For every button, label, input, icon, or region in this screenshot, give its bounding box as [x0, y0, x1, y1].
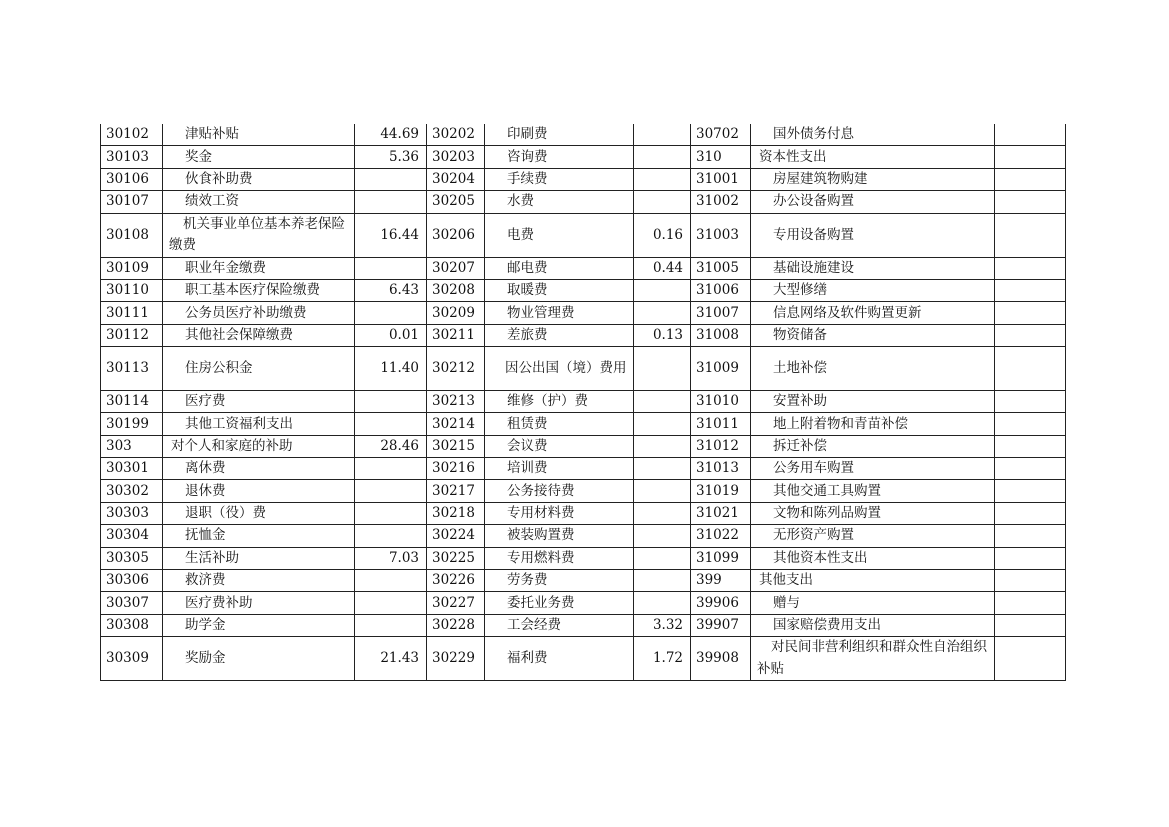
table-row: [101, 614, 1066, 636]
amount-cell: [995, 347, 1066, 391]
amount-cell: [995, 390, 1066, 412]
table-row: [101, 257, 1066, 279]
account-name-cell: 福利费: [485, 637, 634, 681]
account-code-cell: 30102: [101, 124, 163, 146]
table-row: [101, 324, 1066, 346]
table-row: [101, 592, 1066, 614]
account-code-cell: 30214: [427, 413, 485, 435]
amount-cell: [995, 592, 1066, 614]
account-code-cell: 30306: [101, 570, 163, 592]
account-code-cell: 30307: [101, 592, 163, 614]
account-name-cell: 对民间非营利组织和群众性自治组织补贴: [751, 637, 995, 681]
account-code-cell: 31022: [691, 525, 751, 547]
account-name-cell: 公务用车购置: [751, 458, 995, 480]
amount-cell: [634, 592, 691, 614]
amount-cell: 1.72: [634, 637, 691, 681]
account-name-cell: 工会经费: [485, 614, 634, 636]
table-row: [101, 547, 1066, 569]
amount-cell: [995, 279, 1066, 301]
account-name-cell: 其他交通工具购置: [751, 480, 995, 502]
amount-cell: [634, 570, 691, 592]
account-code-cell: 30229: [427, 637, 485, 681]
account-code-cell: 30227: [427, 592, 485, 614]
amount-cell: 28.46: [355, 435, 427, 457]
account-name-cell: 办公设备购置: [751, 191, 995, 213]
amount-cell: [995, 570, 1066, 592]
amount-cell: [634, 435, 691, 457]
account-name-cell: 租赁费: [485, 413, 634, 435]
account-name-cell: 安置补助: [751, 390, 995, 412]
amount-cell: [634, 168, 691, 190]
account-code-cell: 30216: [427, 458, 485, 480]
amount-cell: [634, 390, 691, 412]
account-code-cell: 31011: [691, 413, 751, 435]
account-code-cell: 31008: [691, 324, 751, 346]
account-name-cell: 文物和陈列品购置: [751, 502, 995, 524]
account-code-cell: 30215: [427, 435, 485, 457]
account-code-cell: 30218: [427, 502, 485, 524]
account-name-cell: 其他社会保障缴费: [163, 324, 355, 346]
amount-cell: [634, 279, 691, 301]
account-name-cell: 维修（护）费: [485, 390, 634, 412]
account-name-cell: 其他支出: [751, 570, 995, 592]
account-name-cell: 国外债务付息: [751, 124, 995, 146]
account-code-cell: 30110: [101, 279, 163, 301]
table-row: [101, 637, 1066, 681]
amount-cell: 7.03: [355, 547, 427, 569]
account-code-cell: 30202: [427, 124, 485, 146]
account-name-cell: 会议费: [485, 435, 634, 457]
amount-cell: 21.43: [355, 637, 427, 681]
amount-cell: [634, 413, 691, 435]
table-row: [101, 191, 1066, 213]
table-row: [101, 302, 1066, 324]
account-code-cell: 31012: [691, 435, 751, 457]
account-name-cell: 拆迁补偿: [751, 435, 995, 457]
account-name-cell: 生活补助: [163, 547, 355, 569]
account-name-cell: 职业年金缴费: [163, 257, 355, 279]
account-code-cell: 30305: [101, 547, 163, 569]
account-code-cell: 31001: [691, 168, 751, 190]
account-code-cell: 30113: [101, 347, 163, 391]
account-name-cell: 专用燃料费: [485, 547, 634, 569]
account-code-cell: 303: [101, 435, 163, 457]
account-name-cell: 助学金: [163, 614, 355, 636]
table-row: [101, 458, 1066, 480]
account-code-cell: 30103: [101, 146, 163, 168]
amount-cell: 16.44: [355, 213, 427, 257]
account-name-cell: 津贴补贴: [163, 124, 355, 146]
amount-cell: [995, 637, 1066, 681]
account-code-cell: 31019: [691, 480, 751, 502]
account-name-cell: 机关事业单位基本养老保险缴费: [163, 213, 355, 257]
account-code-cell: 30206: [427, 213, 485, 257]
account-code-cell: 30109: [101, 257, 163, 279]
amount-cell: [355, 614, 427, 636]
amount-cell: [634, 502, 691, 524]
account-code-cell: 30112: [101, 324, 163, 346]
account-name-cell: 国家赔偿费用支出: [751, 614, 995, 636]
account-code-cell: 30224: [427, 525, 485, 547]
account-name-cell: 职工基本医疗保险缴费: [163, 279, 355, 301]
amount-cell: 0.44: [634, 257, 691, 279]
amount-cell: [995, 124, 1066, 146]
table-row: [101, 480, 1066, 502]
table-row: [101, 213, 1066, 257]
account-name-cell: 绩效工资: [163, 191, 355, 213]
amount-cell: [995, 458, 1066, 480]
account-code-cell: 30226: [427, 570, 485, 592]
account-name-cell: 对个人和家庭的补助: [163, 435, 355, 457]
account-code-cell: 30309: [101, 637, 163, 681]
amount-cell: 0.13: [634, 324, 691, 346]
amount-cell: [995, 257, 1066, 279]
account-code-cell: 31021: [691, 502, 751, 524]
account-name-cell: 劳务费: [485, 570, 634, 592]
account-name-cell: 离休费: [163, 458, 355, 480]
expenditure-table: [100, 124, 1066, 681]
account-name-cell: 专用材料费: [485, 502, 634, 524]
amount-cell: [355, 480, 427, 502]
account-code-cell: 39907: [691, 614, 751, 636]
account-code-cell: 31003: [691, 213, 751, 257]
table-row: [101, 502, 1066, 524]
amount-cell: [355, 390, 427, 412]
amount-cell: [355, 592, 427, 614]
amount-cell: [995, 502, 1066, 524]
account-code-cell: 31009: [691, 347, 751, 391]
amount-cell: [634, 191, 691, 213]
account-name-cell: 其他资本性支出: [751, 547, 995, 569]
account-code-cell: 31010: [691, 390, 751, 412]
table-row: [101, 279, 1066, 301]
account-code-cell: 30208: [427, 279, 485, 301]
amount-cell: [355, 257, 427, 279]
account-code-cell: 31002: [691, 191, 751, 213]
account-name-cell: 咨询费: [485, 146, 634, 168]
amount-cell: [995, 146, 1066, 168]
account-code-cell: 31006: [691, 279, 751, 301]
table-row: [101, 124, 1066, 146]
account-name-cell: 伙食补助费: [163, 168, 355, 190]
account-code-cell: 31099: [691, 547, 751, 569]
account-name-cell: 手续费: [485, 168, 634, 190]
amount-cell: [634, 525, 691, 547]
account-name-cell: 奖金: [163, 146, 355, 168]
account-name-cell: 大型修缮: [751, 279, 995, 301]
amount-cell: [355, 502, 427, 524]
account-code-cell: 30212: [427, 347, 485, 391]
amount-cell: [995, 435, 1066, 457]
account-name-cell: 委托业务费: [485, 592, 634, 614]
account-name-cell: 信息网络及软件购置更新: [751, 302, 995, 324]
account-code-cell: 30108: [101, 213, 163, 257]
account-code-cell: 31005: [691, 257, 751, 279]
account-code-cell: 39908: [691, 637, 751, 681]
amount-cell: 0.16: [634, 213, 691, 257]
table-row: [101, 570, 1066, 592]
account-name-cell: 无形资产购置: [751, 525, 995, 547]
account-code-cell: 30207: [427, 257, 485, 279]
account-code-cell: 39906: [691, 592, 751, 614]
account-name-cell: 抚恤金: [163, 525, 355, 547]
amount-cell: 44.69: [355, 124, 427, 146]
amount-cell: 5.36: [355, 146, 427, 168]
account-name-cell: 医疗费: [163, 390, 355, 412]
account-name-cell: 赠与: [751, 592, 995, 614]
account-code-cell: 30203: [427, 146, 485, 168]
amount-cell: [995, 547, 1066, 569]
account-code-cell: 399: [691, 570, 751, 592]
amount-cell: [995, 614, 1066, 636]
amount-cell: [995, 168, 1066, 190]
amount-cell: [995, 302, 1066, 324]
account-code-cell: 31007: [691, 302, 751, 324]
amount-cell: [995, 413, 1066, 435]
amount-cell: [634, 458, 691, 480]
account-name-cell: 因公出国（境）费用: [485, 347, 634, 391]
amount-cell: [355, 168, 427, 190]
amount-cell: [634, 302, 691, 324]
table-row: [101, 168, 1066, 190]
account-name-cell: 公务接待费: [485, 480, 634, 502]
account-name-cell: 专用设备购置: [751, 213, 995, 257]
account-name-cell: 救济费: [163, 570, 355, 592]
account-name-cell: 物业管理费: [485, 302, 634, 324]
amount-cell: 11.40: [355, 347, 427, 391]
account-code-cell: 30211: [427, 324, 485, 346]
account-name-cell: 物资储备: [751, 324, 995, 346]
amount-cell: [995, 525, 1066, 547]
account-name-cell: 取暖费: [485, 279, 634, 301]
amount-cell: [995, 191, 1066, 213]
amount-cell: [355, 570, 427, 592]
account-name-cell: 退职（役）费: [163, 502, 355, 524]
account-name-cell: 被装购置费: [485, 525, 634, 547]
account-code-cell: 31013: [691, 458, 751, 480]
account-name-cell: 基础设施建设: [751, 257, 995, 279]
account-code-cell: 30217: [427, 480, 485, 502]
account-code-cell: 30301: [101, 458, 163, 480]
table-row: [101, 390, 1066, 412]
account-name-cell: 医疗费补助: [163, 592, 355, 614]
account-code-cell: 30225: [427, 547, 485, 569]
account-code-cell: 30107: [101, 191, 163, 213]
account-code-cell: 30114: [101, 390, 163, 412]
table-body: [101, 124, 1066, 681]
account-code-cell: 30303: [101, 502, 163, 524]
account-code-cell: 310: [691, 146, 751, 168]
account-code-cell: 30209: [427, 302, 485, 324]
account-name-cell: 退休费: [163, 480, 355, 502]
account-name-cell: 培训费: [485, 458, 634, 480]
account-code-cell: 30205: [427, 191, 485, 213]
account-code-cell: 30308: [101, 614, 163, 636]
amount-cell: 3.32: [634, 614, 691, 636]
account-code-cell: 30302: [101, 480, 163, 502]
account-code-cell: 30702: [691, 124, 751, 146]
amount-cell: [995, 480, 1066, 502]
account-code-cell: 30228: [427, 614, 485, 636]
account-code-cell: 30213: [427, 390, 485, 412]
account-name-cell: 邮电费: [485, 257, 634, 279]
amount-cell: [355, 458, 427, 480]
table-row: [101, 146, 1066, 168]
account-name-cell: 公务员医疗补助缴费: [163, 302, 355, 324]
account-name-cell: 资本性支出: [751, 146, 995, 168]
account-code-cell: 30106: [101, 168, 163, 190]
account-name-cell: 印刷费: [485, 124, 634, 146]
amount-cell: 0.01: [355, 324, 427, 346]
table-row: [101, 435, 1066, 457]
account-name-cell: 土地补偿: [751, 347, 995, 391]
amount-cell: [355, 413, 427, 435]
account-name-cell: 其他工资福利支出: [163, 413, 355, 435]
account-code-cell: 30304: [101, 525, 163, 547]
table-row: [101, 347, 1066, 391]
account-name-cell: 电费: [485, 213, 634, 257]
amount-cell: [634, 347, 691, 391]
amount-cell: [995, 324, 1066, 346]
table-row: [101, 413, 1066, 435]
amount-cell: [634, 547, 691, 569]
amount-cell: [634, 124, 691, 146]
table-row: [101, 525, 1066, 547]
amount-cell: [634, 480, 691, 502]
account-name-cell: 差旅费: [485, 324, 634, 346]
account-name-cell: 地上附着物和青苗补偿: [751, 413, 995, 435]
account-name-cell: 水费: [485, 191, 634, 213]
amount-cell: 6.43: [355, 279, 427, 301]
amount-cell: [634, 146, 691, 168]
account-name-cell: 住房公积金: [163, 347, 355, 391]
amount-cell: [995, 213, 1066, 257]
account-code-cell: 30111: [101, 302, 163, 324]
amount-cell: [355, 191, 427, 213]
account-code-cell: 30204: [427, 168, 485, 190]
account-code-cell: 30199: [101, 413, 163, 435]
amount-cell: [355, 302, 427, 324]
account-name-cell: 房屋建筑物购建: [751, 168, 995, 190]
amount-cell: [355, 525, 427, 547]
account-name-cell: 奖励金: [163, 637, 355, 681]
